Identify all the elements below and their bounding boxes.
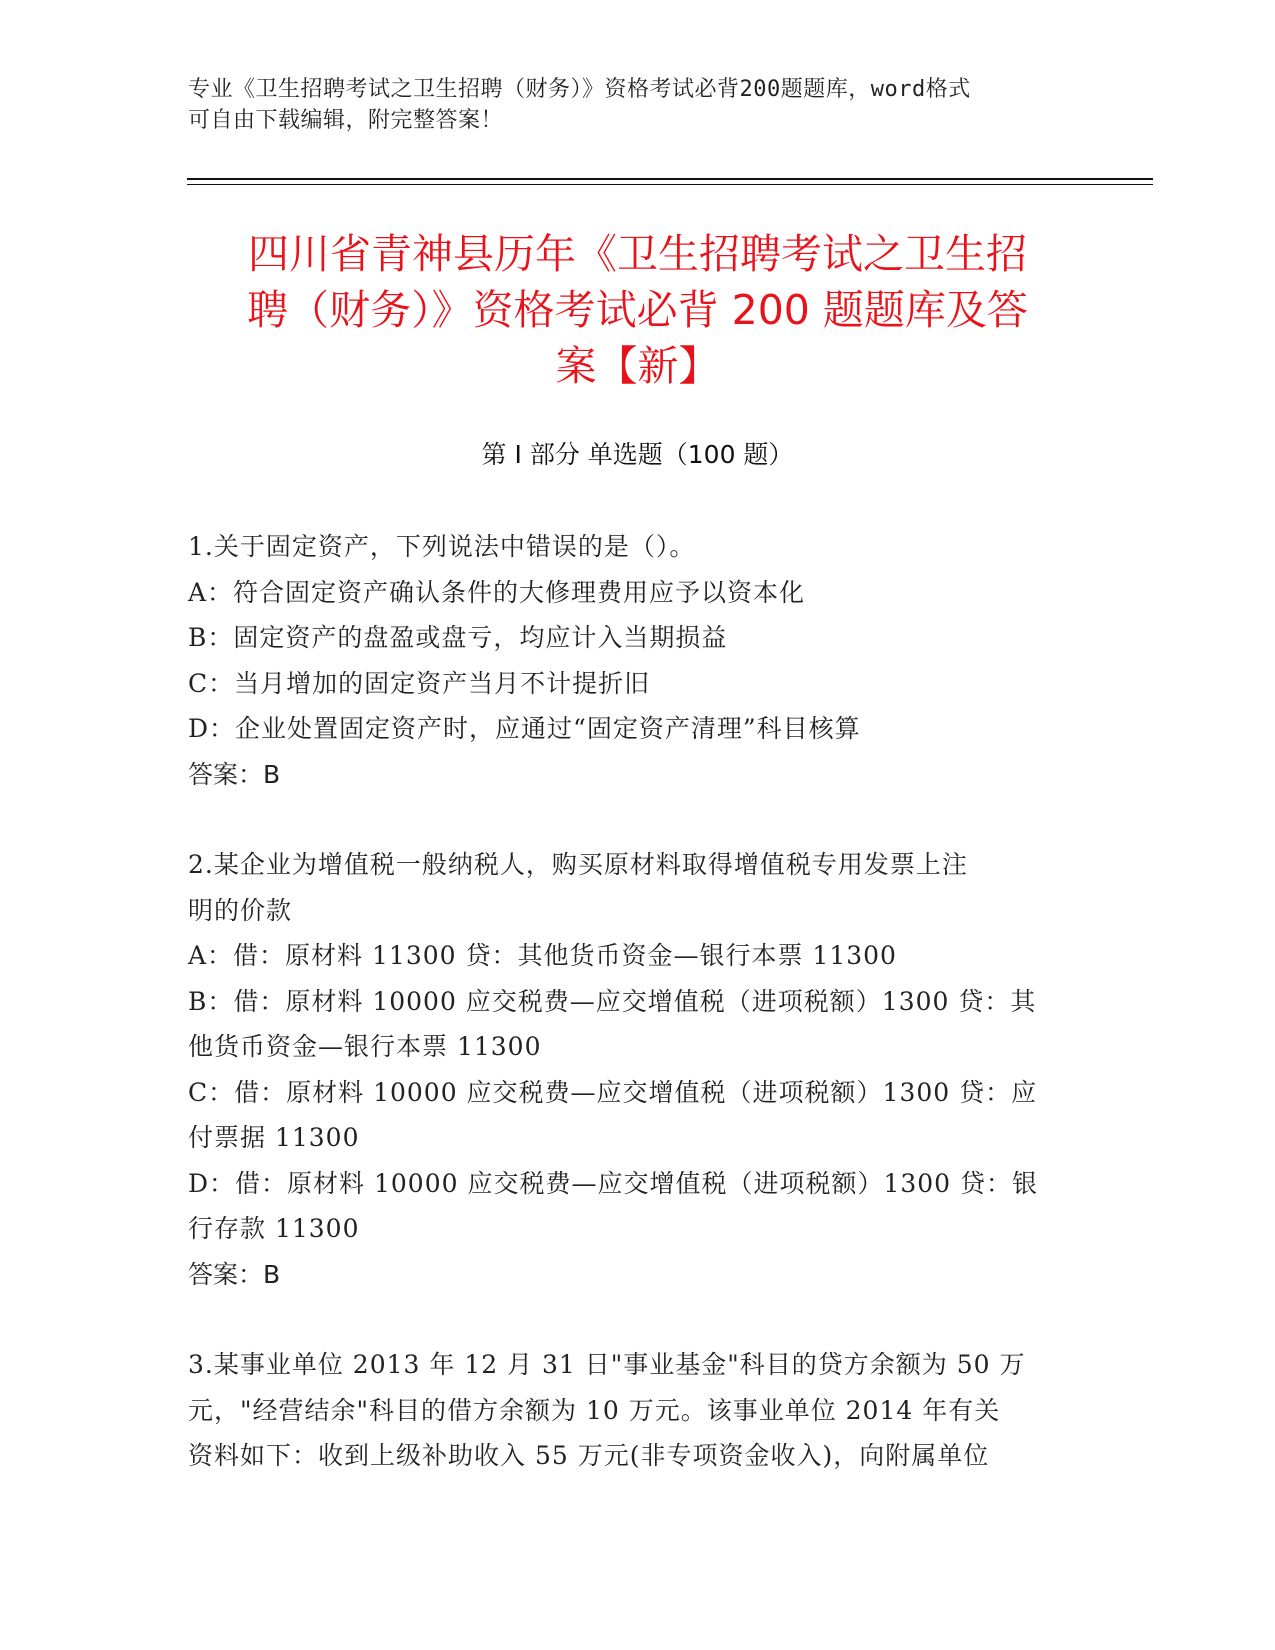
option-b-cont: 他货币资金—银行本票 11300 (188, 1032, 542, 1061)
question-item (188, 1342, 1088, 1479)
question-list (188, 524, 1088, 1524)
option-b: B：借：原材料 10000 应交税费—应交增值税（进项税额）1300 贷：其 (188, 986, 1037, 1016)
option-c-cont: 付票据 11300 (188, 1123, 360, 1152)
question-text: 元，"经营结余"科目的借方余额为 10 万元。该事业单位 2014 年有关 (188, 1395, 1001, 1425)
option-c: C：当月增加的固定资产当月不计提折旧 (188, 668, 651, 698)
header-divider-thin (187, 184, 1153, 185)
document-title (180, 226, 1095, 394)
question-text: 1.关于固定资产，下列说法中错误的是（）。 (188, 532, 696, 561)
option-d: D：借：原材料 10000 应交税费—应交增值税（进项税额）1300 贷：银 (188, 1168, 1039, 1198)
header-note-line: 可自由下载编辑，附完整答案！ (188, 108, 504, 133)
answer: 答案：B (188, 759, 281, 789)
title-line: 聘（财务）》资格考试必背 200 题题库及答 (247, 286, 1028, 334)
option-b: B：固定资产的盘盈或盘亏，均应计入当期损益 (188, 623, 728, 652)
option-a: A：符合固定资产确认条件的大修理费用应予以资本化 (188, 577, 806, 607)
question-item (188, 842, 1088, 1297)
section-heading: 第 I 部分 单选题（100 题） (481, 440, 794, 469)
title-line: 四川省青神县历年《卫生招聘考试之卫生招 (248, 230, 1027, 278)
option-a: A：借：原材料 11300 贷：其他货币资金—银行本票 11300 (188, 941, 897, 970)
title-line: 案【新】 (555, 342, 720, 390)
option-c: C：借：原材料 10000 应交税费—应交增值税（进项税额）1300 贷：应 (188, 1077, 1038, 1107)
question-text: 3.某事业单位 2013 年 12 月 31 日"事业基金"科目的贷方余额为 50 万 (188, 1350, 1026, 1379)
answer: 答案：B (188, 1259, 281, 1289)
question-text: 明的价款 (188, 895, 293, 925)
header-note (188, 74, 1068, 136)
question-text: 2.某企业为增值税一般纳税人，购买原材料取得增值税专用发票上注 (188, 850, 968, 879)
option-d: D：企业处置固定资产时，应通过“固定资产清理”科目核算 (188, 714, 861, 743)
header-divider (187, 178, 1153, 180)
question-text: 资料如下：收到上级补助收入 55 万元(非专项资金收入)，向附属单位 (188, 1441, 990, 1470)
question-item (188, 524, 1088, 797)
header-note-line: 专业《卫生招聘考试之卫生招聘（财务）》资格考试必背200题题库，word格式 (188, 77, 971, 102)
option-d-cont: 行存款 11300 (188, 1214, 360, 1243)
